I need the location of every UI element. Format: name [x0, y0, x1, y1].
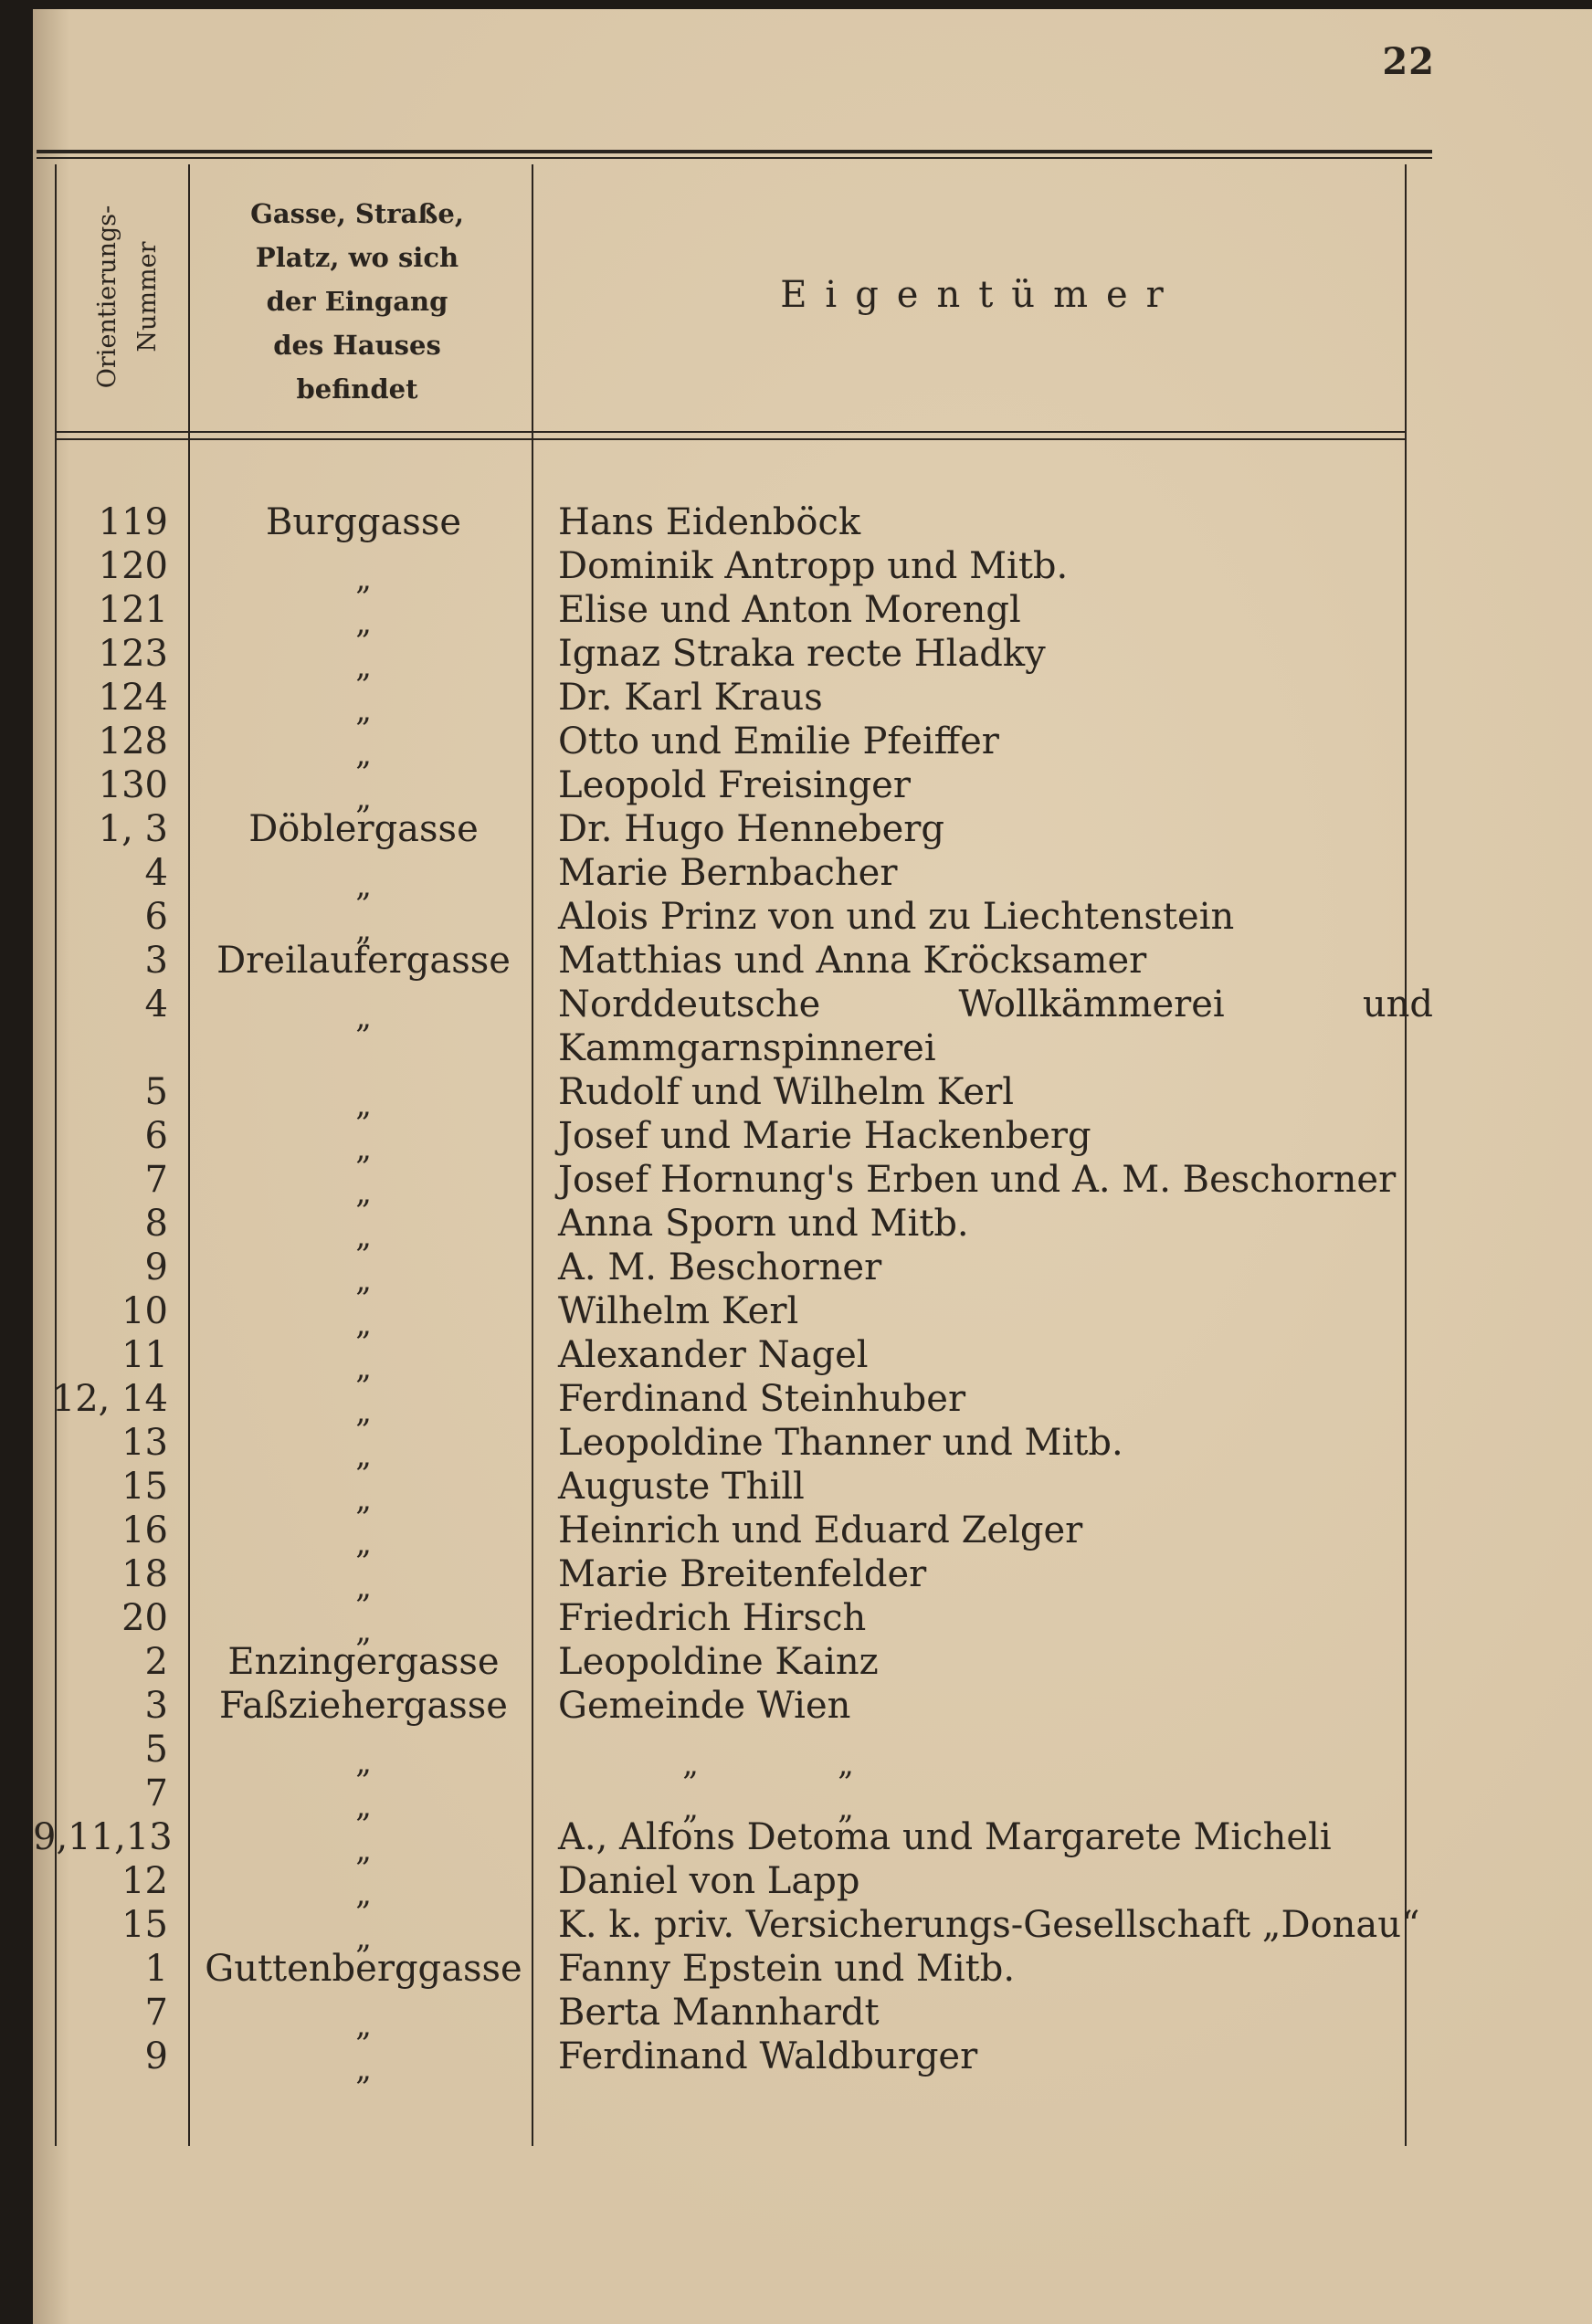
house-number: 9: [144, 1246, 168, 1288]
house-number: 1, 3: [98, 808, 168, 850]
house-number: 9,11,13: [33, 1816, 173, 1858]
owner-name: Matthias und Anna Kröcksamer: [558, 940, 1147, 982]
table-row: [33, 1903, 1439, 1956]
street-ditto-mark: „: [355, 2007, 372, 2044]
street-ditto-mark: „: [355, 692, 372, 729]
table-row: [33, 1421, 1439, 1474]
table-row: [33, 1772, 1439, 1826]
table-row: [33, 1289, 1439, 1342]
header-street-line-4: des Hauses: [273, 330, 441, 361]
house-number: 18: [121, 1553, 168, 1595]
house-number: 3: [144, 940, 168, 982]
house-number: 10: [121, 1290, 168, 1332]
owner-name: Dr. Hugo Henneberg: [558, 808, 945, 850]
house-number: 123: [98, 633, 168, 675]
house-number: 119: [98, 501, 168, 543]
street-ditto-mark: „: [355, 1350, 372, 1386]
owner-name: Gemeinde Wien: [558, 1685, 851, 1727]
table-row: [33, 1552, 1439, 1605]
owner-name: Wilhelm Kerl: [558, 1290, 799, 1332]
header-street-line-5: befindet: [296, 373, 418, 405]
table-row: [33, 1202, 1439, 1255]
table-row: [33, 983, 1439, 1070]
street-ditto-mark: „: [355, 605, 372, 641]
table-row: [33, 1509, 1439, 1562]
owner-name: [558, 1772, 1433, 1826]
house-number: 16: [121, 1509, 168, 1551]
table-row: [33, 588, 1439, 641]
street-name: Guttenberggasse: [205, 1948, 522, 1990]
table-row: [33, 1815, 1439, 1868]
house-number: 5: [144, 1729, 168, 1771]
street-ditto-mark: „: [355, 1569, 372, 1605]
house-number: 2: [144, 1641, 168, 1683]
table-row: [33, 1158, 1439, 1211]
house-number: 13: [121, 1422, 168, 1464]
header-number-line-1: Orientierungs-: [93, 205, 121, 389]
table-row: [33, 2035, 1439, 2087]
owner-name: Elise und Anton Morengl: [558, 589, 1021, 631]
table-row: [33, 1377, 1439, 1430]
street-name: Enzingergasse: [227, 1641, 500, 1683]
owner-name: Marie Breitenfelder: [558, 1553, 927, 1595]
owner-name: Ignaz Straka recte Hladky: [558, 633, 1046, 675]
house-number: 15: [121, 1466, 168, 1508]
owner-name: Rudolf und Wilhelm Kerl: [558, 1071, 1014, 1113]
street-ditto-mark: „: [355, 2051, 372, 2087]
table-row: [33, 895, 1439, 948]
owner-name: Hans Eidenböck: [558, 501, 861, 543]
owner-name: A., Alfons Detoma und Margarete Micheli: [558, 1816, 1332, 1858]
street-name: Döblergasse: [248, 808, 479, 850]
house-number: 120: [98, 545, 168, 587]
street-ditto-mark: „: [355, 1832, 372, 1868]
house-number: 7: [144, 1772, 168, 1814]
house-number: 9: [144, 2035, 168, 2077]
street-ditto-mark: „: [355, 911, 372, 948]
house-number: 5: [144, 1071, 168, 1113]
house-number: 3: [144, 1685, 168, 1727]
street-ditto-mark: „: [355, 648, 372, 685]
table-row: [33, 1640, 1439, 1684]
table-row: [33, 1728, 1439, 1782]
house-number: 128: [98, 720, 168, 762]
house-number: 6: [144, 1115, 168, 1157]
street-ditto-mark: „: [355, 1218, 372, 1255]
owner-name: [558, 1728, 1433, 1782]
header-street-column: [188, 192, 526, 411]
owner-name: Norddeutsche Wollkämmerei und Kammgarnspinnerei: [558, 983, 1433, 1069]
street-ditto-mark: „: [355, 561, 372, 597]
owner-name: Ferdinand Waldburger: [558, 2035, 978, 2077]
owner-name: Dr. Karl Kraus: [558, 677, 823, 719]
table-row: [33, 1465, 1439, 1518]
table-row: [33, 1333, 1439, 1386]
street-ditto-mark: „: [355, 1919, 372, 1956]
street-ditto-mark: „: [355, 736, 372, 773]
owner-name: Alexander Nagel: [558, 1334, 869, 1376]
page-number: 22: [1382, 40, 1435, 83]
street-ditto-mark: „: [355, 1306, 372, 1342]
street-ditto-mark: „: [355, 1744, 372, 1781]
house-number: 1: [144, 1948, 168, 1990]
street-ditto-mark: „: [355, 1393, 372, 1430]
street-ditto-mark: „: [355, 868, 372, 904]
owner-name: Otto und Emilie Pfeiffer: [558, 720, 999, 762]
house-number: 124: [98, 677, 168, 719]
owner-name: Heinrich und Eduard Zelger: [558, 1509, 1083, 1551]
header-street-line-1: Gasse, Straße,: [250, 198, 464, 229]
street-name: Dreilaufergasse: [216, 940, 511, 982]
owner-name: Leopoldine Kainz: [558, 1641, 879, 1683]
house-number: 11: [121, 1334, 168, 1376]
owner-name: Anna Sporn und Mitb.: [558, 1203, 969, 1245]
owner-name: Alois Prinz von und zu Liechtenstein: [558, 896, 1235, 938]
house-number: 4: [144, 983, 168, 1025]
street-ditto-mark: „: [355, 1262, 372, 1299]
table-row: [33, 1246, 1439, 1299]
owner-name: Josef Hornung's Erben und A. M. Beschorner: [558, 1159, 1397, 1201]
owner-name: K. k. priv. Versicherungs-Gesellschaft „Donau“: [558, 1904, 1420, 1946]
street-ditto-mark: „: [355, 1876, 372, 1912]
header-number-column: [55, 164, 201, 429]
table-row: [33, 500, 1439, 544]
owner-name: Berta Mannhardt: [558, 1992, 880, 2034]
table-row: [33, 544, 1439, 597]
table-row: [33, 720, 1439, 773]
owner-ditto-mark: „: [682, 1790, 699, 1826]
table-row: [33, 1070, 1439, 1123]
owner-name: Marie Bernbacher: [558, 852, 898, 894]
street-ditto-mark: „: [355, 999, 372, 1036]
table-row: [33, 1684, 1439, 1728]
owner-name: Auguste Thill: [558, 1466, 805, 1508]
table-row: [33, 939, 1439, 983]
table-row: [33, 676, 1439, 729]
header-street-line-3: der Eingang: [266, 286, 448, 317]
table-row: [33, 1947, 1439, 1991]
street-ditto-mark: „: [355, 1525, 372, 1562]
owner-name: Friedrich Hirsch: [558, 1597, 867, 1639]
house-number: 121: [98, 589, 168, 631]
owner-name: Dominik Antropp und Mitb.: [558, 545, 1069, 587]
street-name: Faßziehergasse: [219, 1685, 508, 1727]
table-row: [33, 1114, 1439, 1167]
street-ditto-mark: „: [355, 1130, 372, 1167]
house-number: 8: [144, 1203, 168, 1245]
owner-name: A. M. Beschorner: [558, 1246, 882, 1288]
table-row: [33, 807, 1439, 851]
street-ditto-mark: „: [355, 1174, 372, 1211]
table-row: [33, 1596, 1439, 1649]
table-row: [33, 1859, 1439, 1912]
header-street-line-2: Platz, wo sich: [255, 242, 459, 273]
owner-name: Fanny Epstein und Mitb.: [558, 1948, 1016, 1990]
owner-name: Daniel von Lapp: [558, 1860, 860, 1902]
table-row: [33, 851, 1439, 904]
top-rule: [37, 150, 1432, 153]
house-number: 7: [144, 1992, 168, 2034]
owner-name: Josef und Marie Hackenberg: [558, 1115, 1091, 1157]
owner-ditto-mark: „: [838, 1790, 854, 1826]
street-ditto-mark: „: [355, 1087, 372, 1123]
house-number: 130: [98, 764, 168, 806]
owner-name: Leopoldine Thanner und Mitb.: [558, 1422, 1123, 1464]
table-row: [33, 632, 1439, 685]
street-ditto-mark: „: [355, 780, 372, 816]
header-rule: [55, 431, 1407, 433]
house-number: 12: [121, 1860, 168, 1902]
house-number: 6: [144, 896, 168, 938]
header-number-line-2: Nummer: [133, 241, 162, 352]
top-rule-thin: [37, 157, 1432, 159]
house-number: 20: [121, 1597, 168, 1639]
owner-name: Leopold Freisinger: [558, 764, 911, 806]
house-number: 7: [144, 1159, 168, 1201]
owner-ditto-mark: „: [682, 1746, 699, 1782]
street-ditto-mark: „: [355, 1437, 372, 1474]
table-row: [33, 1991, 1439, 2044]
header-rule-second: [55, 438, 1407, 440]
street-ditto-mark: „: [355, 1481, 372, 1518]
house-number: 15: [121, 1904, 168, 1946]
document-page: [33, 9, 1592, 2324]
house-number: 4: [144, 852, 168, 894]
house-number: 12, 14: [51, 1378, 168, 1420]
street-ditto-mark: „: [355, 1788, 372, 1824]
street-ditto-mark: „: [355, 1613, 372, 1649]
register-table-body: [33, 500, 1439, 2087]
owner-name: Ferdinand Steinhuber: [558, 1378, 966, 1420]
table-row: [33, 763, 1439, 816]
header-owner-column: Eigentümer: [780, 274, 1182, 316]
owner-ditto-mark: „: [838, 1746, 854, 1782]
street-name: Burggasse: [265, 501, 462, 543]
